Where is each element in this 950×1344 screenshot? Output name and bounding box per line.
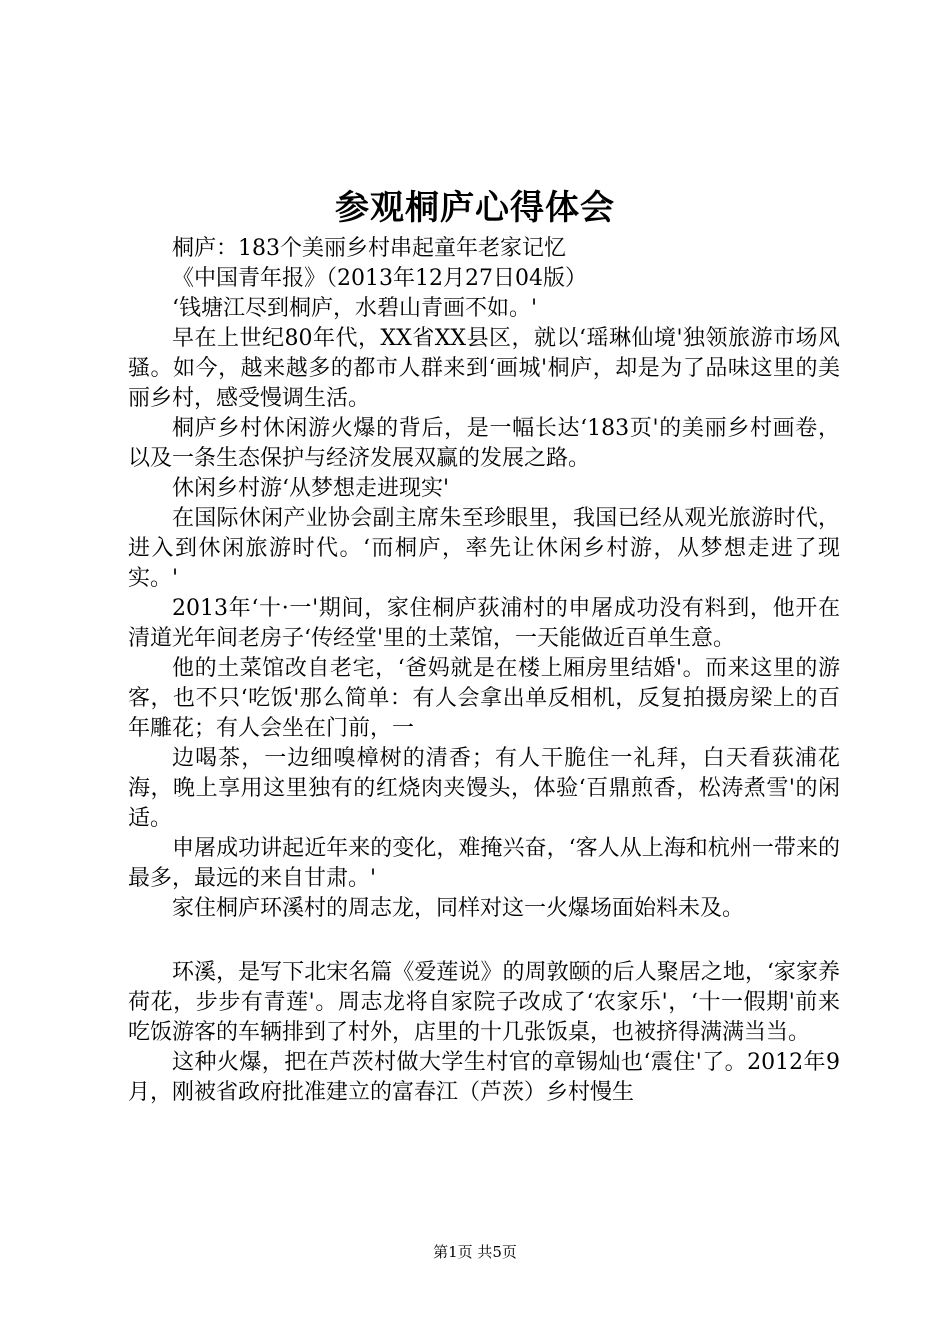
document-title: 参观桐庐心得体会 <box>335 188 615 228</box>
paragraph: ‘钱塘江尽到桐庐，水碧山青画不如。' <box>172 296 538 321</box>
paragraph: 在国际休闲产业协会副主席朱至珍眼里，我国已经从观光旅游时代，进入到休闲旅游时代。‘而桐庐，率先让休闲乡村游，从梦想走进了现实。' <box>128 506 840 591</box>
paragraph: 休闲乡村游‘从梦想走进现实' <box>172 476 450 501</box>
paragraph-gap <box>128 924 840 958</box>
paragraph: 他的土菜馆改自老宅，‘爸妈就是在楼上厢房里结婚'。而来这里的游客，也不只‘吃饭'那么简单：有人会拿出单反相机，反复拍摄房梁上的百年雕花；有人会坐在门前，一 <box>128 656 840 741</box>
page-footer: 第1页 共5页 <box>433 1243 517 1261</box>
paragraph: 2013年‘十·一'期间，家住桐庐荻浦村的申屠成功没有料到，他开在清道光年间老房子‘传经堂'里的土菜馆，一天能做近百单生意。 <box>128 596 840 651</box>
paragraph: 早在上世纪80年代，XX省XX县区，就以‘瑶琳仙境'独领旅游市场风骚。如今，越来越多的都市人群来到‘画城'桐庐，却是为了品味这里的美丽乡村，感受慢调生活。 <box>128 326 840 411</box>
paragraph: 环溪，是写下北宋名篇《爱莲说》的周敦颐的后人聚居之地，‘家家养荷花，步步有青莲'。周志龙将自家院子改成了‘农家乐'，‘十一假期'前来吃饭游客的车辆排到了村外，店里的十几张饭桌，也被挤得满满当当。 <box>128 960 840 1045</box>
paragraph: 申屠成功讲起近年来的变化，难掩兴奋，‘客人从上海和杭州一带来的最多，最远的来自甘肃。' <box>128 836 840 891</box>
paragraph: 这种火爆，把在芦茨村做大学生村官的章锡灿也‘震住'了。2012年9月，刚被省政府批准建立的富春江（芦茨）乡村慢生 <box>128 1050 840 1105</box>
paragraph: 家住桐庐环溪村的周志龙，同样对这一火爆场面始料未及。 <box>172 896 745 921</box>
paragraph: 边喝茶，一边细嗅樟树的清香；有人干脆住一礼拜，白天看荻浦花海，晚上享用这里独有的红烧肉夹馒头，体验‘百鼎煎香，松涛煮雪'的闲适。 <box>128 746 840 831</box>
paragraph: 《中国青年报》（2013年12月27日04版） <box>172 266 587 291</box>
paragraph: 桐庐：183个美丽乡村串起童年老家记忆 <box>172 236 566 261</box>
document-body <box>128 234 840 1108</box>
paragraph: 桐庐乡村休闲游火爆的背后，是一幅长达‘183页'的美丽乡村画卷，以及一条生态保护与经济发展双赢的发展之路。 <box>128 416 840 471</box>
